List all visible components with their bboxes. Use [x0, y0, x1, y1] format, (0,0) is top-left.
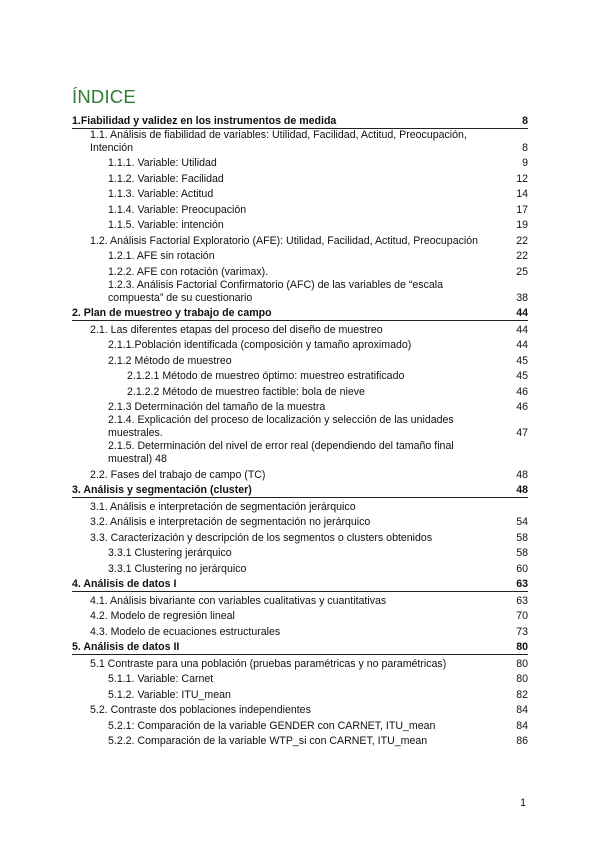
toc-entry[interactable]	[72, 671, 528, 687]
toc-entry-title: 2.1.2.1 Método de muestreo óptimo: muestreo estratificado	[127, 370, 405, 382]
toc-entry-title: 2. Plan de muestreo y trabajo de campo	[72, 307, 272, 319]
toc-entry[interactable]	[72, 352, 528, 368]
toc-entry-title: 2.1.2.2 Método de muestreo factible: bola de nieve	[127, 385, 365, 398]
toc-entry-page: 63	[516, 578, 528, 590]
toc-entry[interactable]	[72, 686, 528, 702]
toc-entry-page: 19	[516, 219, 528, 231]
toc-entry-page: 73	[516, 625, 528, 638]
toc-section-heading[interactable]	[72, 639, 528, 656]
toc-entry-page: 63	[516, 594, 528, 607]
toc-entry-page: 58	[516, 531, 528, 544]
toc-entry-title: 5.1.1. Variable: Carnet	[108, 673, 214, 685]
toc-entry-title: 5.2. Contraste dos poblaciones independientes	[90, 704, 311, 716]
toc-entry[interactable]	[72, 383, 528, 399]
toc-entry-title: 3. Análisis y segmentación (cluster)	[72, 484, 252, 496]
toc-entry-page: 80	[516, 673, 528, 685]
toc-entry-page: 17	[516, 203, 528, 216]
toc-entry-page: 9	[522, 157, 528, 169]
toc-entry-page: 45	[516, 354, 528, 367]
toc-entry[interactable]	[72, 155, 528, 171]
toc-entry-title: 2.1.3 Determinación del tamaño de la muestra	[108, 401, 326, 413]
toc-entry[interactable]	[72, 623, 528, 639]
toc-entry-page: 47	[516, 427, 528, 439]
toc-entry-title: 3.1. Análisis e interpretación de segmentación jerárquico	[90, 500, 356, 513]
toc-entry[interactable]	[72, 498, 528, 514]
toc-entry-title: 1.1.1. Variable: Utilidad	[108, 157, 217, 169]
toc-entry-title: 1.1.5. Variable: intención	[108, 219, 224, 231]
toc-entry-title: 4.2. Modelo de regresión lineal	[90, 610, 235, 622]
toc-entry-page: 84	[516, 719, 528, 732]
toc-entry[interactable]	[72, 232, 528, 248]
toc-entry-title: 1.1.4. Variable: Preocupación	[108, 203, 247, 216]
toc-entry-page: 48	[516, 468, 528, 481]
toc-entry-title: 2.1.2 Método de muestreo	[108, 354, 232, 367]
toc-entry-page: 54	[516, 516, 528, 528]
toc-entry-page: 22	[516, 234, 528, 247]
toc-entry-page: 46	[516, 401, 528, 413]
toc-entry-title: 5.2.2. Comparación de la variable WTP_si con CARNET, ITU_mean	[108, 735, 428, 747]
toc-entry[interactable]	[72, 592, 528, 608]
toc-entry-page: 25	[516, 265, 528, 278]
toc-entry-page: 80	[516, 641, 528, 653]
toc-entry-page: 48	[516, 484, 528, 496]
toc-entry-title: 2.1.1.Población identificada (composición y tamaño aproximado)	[108, 339, 412, 351]
toc-entry[interactable]	[72, 529, 528, 545]
toc-entry-title: 1.2.1. AFE sin rotación	[108, 250, 215, 262]
toc-entry-page: 58	[516, 547, 528, 559]
page-title: ÍNDICE	[72, 86, 136, 107]
table-of-contents	[72, 112, 528, 748]
toc-entry-title: 1.1.2. Variable: Facilidad	[108, 172, 224, 185]
toc-entry-title: 3.3.1 Clustering jerárquico	[108, 547, 232, 559]
toc-entry[interactable]	[72, 440, 528, 466]
toc-entry-title: 2.1. Las diferentes etapas del proceso del diseño de muestreo	[90, 323, 383, 336]
page-number: 1	[520, 797, 526, 809]
toc-entry-title: 1.1. Análisis de fiabilidad de variables: Utilidad, Facilidad, Actitud, Preocupación, Intención	[90, 128, 467, 154]
toc-entry-title: 3.2. Análisis e interpretación de segmentación no jerárquico	[90, 516, 371, 528]
toc-entry-page: 8	[522, 114, 528, 127]
toc-entry-page: 46	[516, 385, 528, 398]
toc-entry-title: 2.1.5. Determinación del nivel de error real (dependiendo del tamaño final muestral) 48	[108, 440, 454, 465]
toc-entry-page: 70	[516, 610, 528, 622]
toc-entry[interactable]	[72, 608, 528, 624]
toc-entry-title: 5.1.2. Variable: ITU_mean	[108, 688, 231, 701]
toc-entry-title: 3.3. Caracterización y descripción de los segmentos o clusters obtenidos	[90, 531, 433, 544]
toc-entry-title: 4.1. Análisis bivariante con variables cualitativas y cuantitativas	[90, 594, 387, 607]
toc-entry-title: 5. Análisis de datos II	[72, 641, 180, 653]
toc-entry-page: 44	[516, 307, 528, 319]
toc-entry[interactable]	[72, 733, 528, 749]
toc-entry-page: 84	[516, 704, 528, 716]
toc-entry[interactable]	[72, 514, 528, 530]
toc-entry-title: 3.3.1 Clustering no jerárquico	[108, 562, 247, 575]
toc-entry[interactable]	[72, 655, 528, 671]
toc-entry[interactable]	[72, 368, 528, 384]
toc-entry[interactable]	[72, 186, 528, 202]
toc-entry-title: 1.2. Análisis Factorial Exploratorio (AFE): Utilidad, Facilidad, Actitud, Preocupación	[90, 234, 479, 247]
toc-entry[interactable]	[72, 399, 528, 415]
toc-section-heading[interactable]	[72, 482, 528, 499]
toc-section-heading[interactable]	[72, 576, 528, 593]
toc-entry-page: 12	[516, 172, 528, 185]
toc-entry-page: 80	[516, 657, 528, 670]
toc-entry-page: 44	[516, 323, 528, 336]
toc-entry-page: 8	[522, 141, 528, 154]
toc-entry-page: 60	[516, 562, 528, 575]
toc-entry-page: 44	[516, 339, 528, 351]
toc-section-heading[interactable]	[72, 112, 528, 129]
toc-entry[interactable]	[72, 263, 528, 279]
toc-entry-page: 22	[516, 250, 528, 262]
toc-entry-title: 4.3. Modelo de ecuaciones estructurales	[90, 625, 281, 638]
toc-entry[interactable]	[72, 217, 528, 233]
toc-entry[interactable]	[72, 717, 528, 733]
toc-entry-title: 2.2. Fases del trabajo de campo (TC)	[90, 468, 266, 481]
toc-entry-title: 5.1 Contraste para una población (pruebas paramétricas y no paramétricas)	[90, 657, 447, 670]
toc-entry[interactable]	[72, 545, 528, 561]
toc-entry-title: 5.2.1: Comparación de la variable GENDER con CARNET, ITU_mean	[108, 719, 436, 732]
toc-entry-page: 38	[516, 291, 528, 304]
toc-entry[interactable]	[72, 337, 528, 353]
toc-entry[interactable]	[72, 279, 528, 305]
toc-entry-title: 1.2.2. AFE con rotación (varimax).	[108, 265, 269, 278]
toc-entry-title: 4. Análisis de datos I	[72, 578, 177, 590]
toc-entry[interactable]	[72, 466, 528, 482]
toc-entry[interactable]	[72, 201, 528, 217]
toc-entry[interactable]	[72, 321, 528, 337]
toc-entry[interactable]	[72, 414, 528, 440]
toc-entry[interactable]	[72, 129, 528, 155]
toc-entry-title: 1.Fiabilidad y validez en los instrumentos de medida	[72, 114, 337, 127]
toc-entry[interactable]	[72, 170, 528, 186]
toc-entry-title: 1.1.3. Variable: Actitud	[108, 188, 214, 200]
toc-entry-page: 45	[516, 370, 528, 382]
toc-entry-title: 1.2.3. Análisis Factorial Confirmatorio (AFC) de las variables de “escala compuesta” de su cuestionario	[108, 278, 444, 304]
toc-entry-title: 2.1.4. Explicación del proceso de localización y selección de las unidades muestrales.	[108, 414, 454, 439]
toc-section-heading[interactable]	[72, 305, 528, 322]
toc-entry-page: 82	[516, 688, 528, 701]
toc-entry-page: 86	[516, 735, 528, 747]
toc-entry[interactable]	[72, 560, 528, 576]
toc-entry-page: 14	[516, 188, 528, 200]
toc-entry[interactable]	[72, 702, 528, 718]
toc-entry[interactable]	[72, 248, 528, 264]
